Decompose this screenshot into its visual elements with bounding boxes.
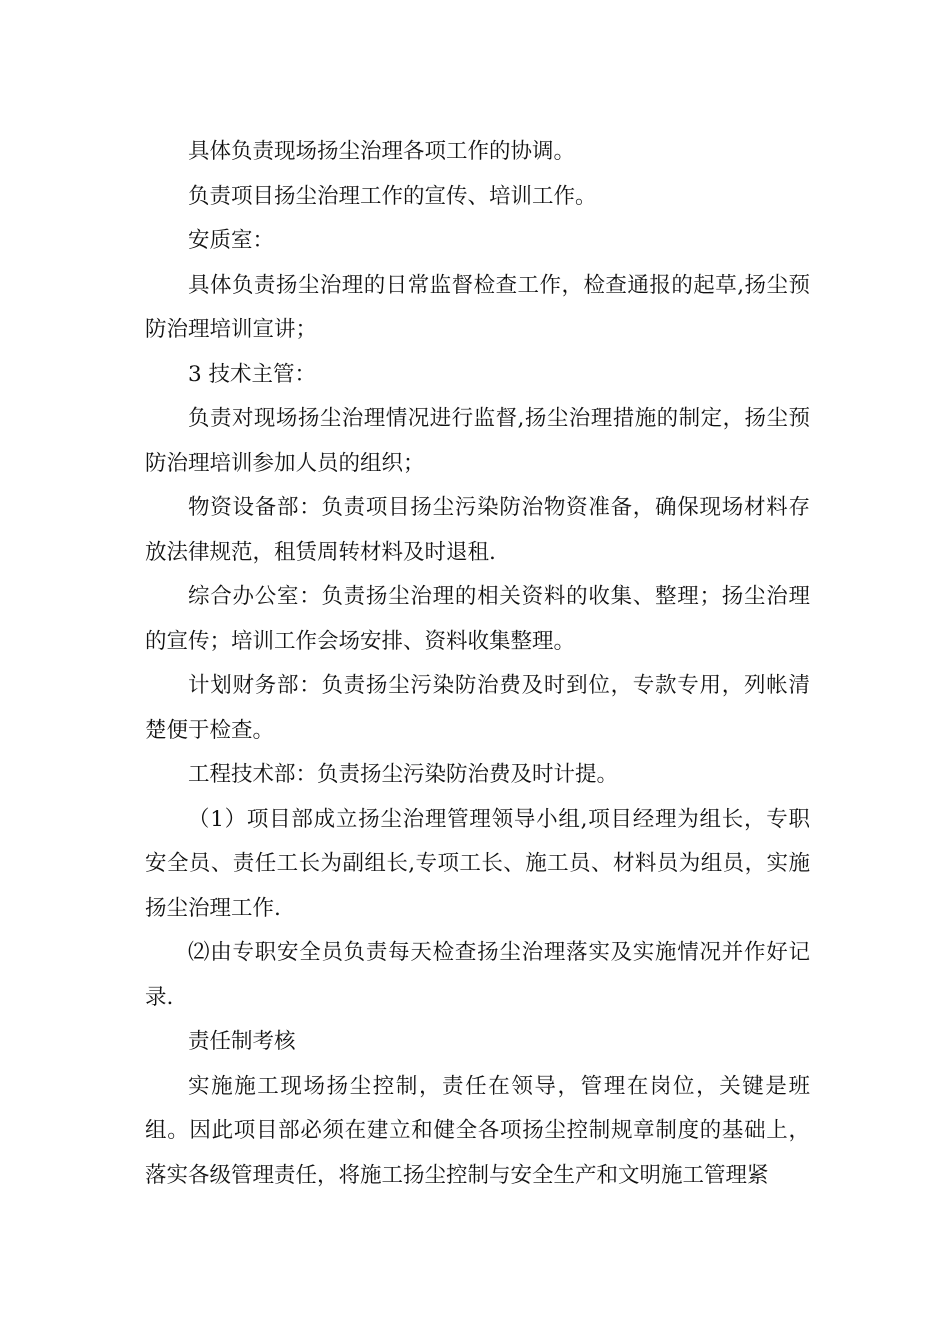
paragraph: ⑵由专职安全员负责每天检查扬尘治理落实及实施情况并作好记录. [145, 940, 810, 1010]
paragraph: （1）项目部成立扬尘治理管理领导小组,项目经理为组长，专职安全员、责任工长为副组长,专项工长、施工员、材料员为组员，实施扬尘治理工作. [145, 806, 810, 921]
paragraph: 实施施工现场扬尘控制，责任在领导，管理在岗位，关键是班组。因此项目部必须在建立和健全各项扬尘控制规章制度的基础上，落实各级管理责任，将施工扬尘控制与安全生产和文明施工管理紧 [145, 1073, 810, 1188]
section-heading: 3 技术主管： [188, 361, 317, 387]
paragraph: 工程技术部：负责扬尘污染防治费及时计提。 [188, 762, 619, 787]
document-body [145, 130, 810, 1198]
section-heading: 安质室： [188, 228, 275, 253]
paragraph: 物资设备部：负责项目扬尘污染防治物资准备，确保现场材料存放法律规范，租赁周转材料及时退租. [145, 495, 810, 565]
paragraph: 计划财务部：负责扬尘污染防治费及时到位，专款专用，列帐清楚便于检查。 [145, 673, 810, 743]
paragraph: 具体负责现场扬尘治理各项工作的协调。 [188, 139, 576, 164]
paragraph: 综合办公室：负责扬尘治理的相关资料的收集、整理；扬尘治理的宣传；培训工作会场安排、资料收集整理。 [145, 584, 810, 654]
paragraph: 负责项目扬尘治理工作的宣传、培训工作。 [188, 183, 597, 209]
paragraph: 负责对现场扬尘治理情况进行监督,扬尘治理措施的制定，扬尘预防治理培训参加人员的组织； [145, 406, 810, 476]
section-heading: 责任制考核 [188, 1029, 296, 1054]
paragraph: 具体负责扬尘治理的日常监督检查工作，检查通报的起草,扬尘预防治理培训宣讲； [145, 272, 810, 342]
